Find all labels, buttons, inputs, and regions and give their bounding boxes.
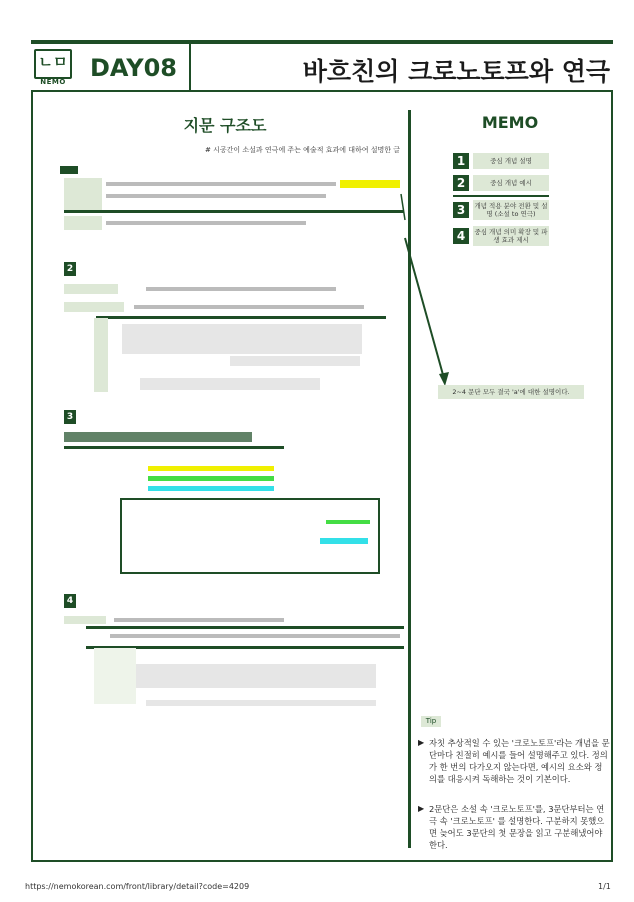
- memo-item-number: 3: [453, 202, 469, 218]
- memo-item-number: 4: [453, 228, 469, 244]
- section-2-text: [146, 287, 336, 291]
- section-1-label-2: [64, 216, 102, 230]
- section-3-rule: [64, 446, 284, 449]
- footer-url[interactable]: https://nemokorean.com/front/library/detail?code=4209: [25, 882, 250, 891]
- section-1-label: [64, 178, 102, 210]
- section-1-text-2: [106, 194, 326, 198]
- section-4-text-2: [110, 634, 400, 638]
- section-2-number: 2: [64, 262, 76, 276]
- section-3-highlight-yellow: [148, 466, 274, 471]
- section-1-marker: [60, 166, 78, 174]
- section-2-box: [94, 318, 108, 392]
- section-4-rule: [86, 626, 404, 629]
- section-3-highlight-green: [148, 476, 274, 481]
- memo-item-number: 2: [453, 175, 469, 191]
- section-4-box: [94, 648, 136, 704]
- header-divider: [189, 44, 191, 90]
- tip-text: 2문단은 소설 속 '크로노토프'를, 3문단부터는 연극 속 '크로노토프' 를 설명한다. 구분하지 못했으면 늦어도 3문단의 첫 문장을 읽고 구분해냈어야 한다.: [429, 804, 605, 850]
- logo-english: NEMO: [40, 78, 66, 86]
- section-1-highlight: [340, 180, 400, 188]
- section-3-highlight-cyan: [148, 486, 274, 491]
- section-2-text-4: [230, 356, 360, 366]
- section-4-text-4: [146, 700, 376, 706]
- section-1-text: [106, 182, 336, 186]
- section-3-highlight-green-2: [326, 520, 370, 524]
- memo-item-label: 중심 개념 설명: [473, 153, 549, 169]
- section-2-label-2: [64, 302, 124, 312]
- triangle-bullet-icon: ▶: [418, 738, 425, 747]
- tip-text: 자칫 추상적일 수 있는 '크로노토프'라는 개념을 문단마다 친절히 예시를 들어 설명해주고 있다. 정의가 한 번의 다가오지 않는다면, 예시의 요소와 정의를 대응시켜 독해하는 것이 기본이다.: [429, 738, 610, 784]
- triangle-bullet-icon: ▶: [418, 804, 425, 813]
- section-2-text-3: [122, 324, 362, 354]
- section-1-rule: [64, 210, 404, 213]
- section-3-highlight-cyan-2: [320, 538, 368, 544]
- section-2-text-2: [134, 305, 364, 309]
- tip-item-1: [418, 737, 610, 785]
- memo-heading: MEMO: [481, 113, 539, 132]
- section-4-text-3: [136, 664, 376, 688]
- section-3-number: 3: [64, 410, 76, 424]
- tip-item-2: [418, 803, 610, 851]
- memo-note: 2~4 문단 모두 결국 'a'에 대한 설명이다.: [438, 385, 584, 399]
- day-label: DAY08: [90, 54, 177, 82]
- structure-subtitle: # 시공간이 소설과 연극에 주는 예술적 효과에 대하여 설명한 글: [205, 146, 400, 154]
- section-3-box: [120, 498, 380, 574]
- nemo-logo: [34, 49, 70, 87]
- structure-diagram: [50, 160, 410, 720]
- section-4-text: [114, 618, 284, 622]
- section-2-label: [64, 284, 118, 294]
- tip-tag: Tip: [421, 716, 441, 727]
- section-1-text-3: [106, 221, 306, 225]
- memo-item-number: 1: [453, 153, 469, 169]
- memo-item-1: [453, 153, 549, 169]
- footer-page-number: 1/1: [598, 882, 611, 891]
- memo-item-label: 중심 개념 의미 확장 및 파생 효과 제시: [474, 227, 548, 244]
- connector-arrow: [395, 190, 475, 390]
- section-4-label: [64, 616, 106, 624]
- section-2-text-5: [140, 378, 320, 390]
- structure-heading: 지문 구조도: [183, 116, 267, 135]
- logo-korean: ㄴㅁ: [38, 53, 68, 71]
- section-3-bar: [64, 432, 252, 442]
- memo-item-2: [453, 175, 549, 191]
- memo-item-label: 개념 적용 분야 전환 및 설명 (소설 to 연극): [474, 201, 548, 218]
- memo-item-label: 중심 개념 예시: [473, 175, 549, 191]
- section-4-number: 4: [64, 594, 76, 608]
- section-2-rule: [96, 316, 386, 319]
- page-title: 바흐친의 크로노토프와 연극: [302, 57, 610, 86]
- header-top-rule: [31, 40, 613, 44]
